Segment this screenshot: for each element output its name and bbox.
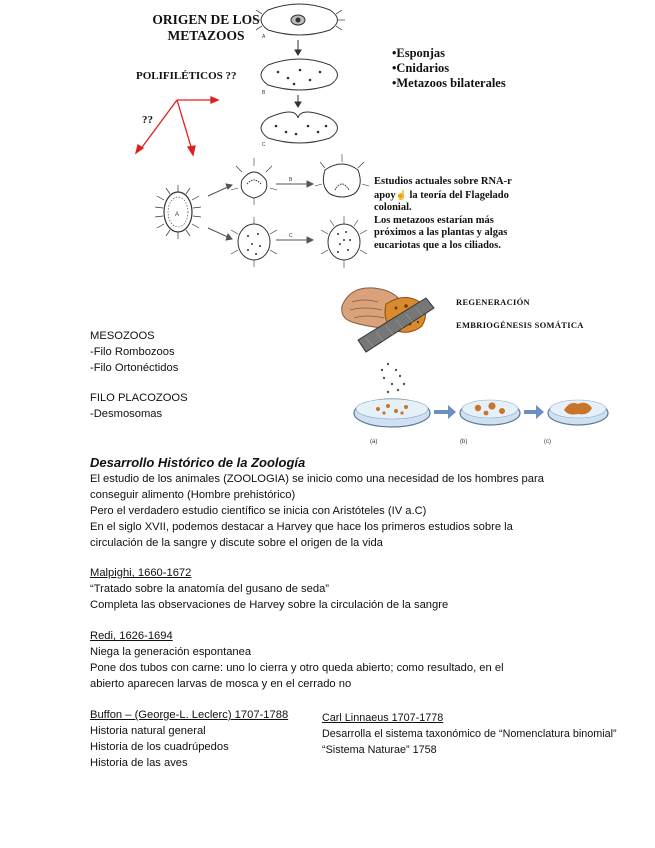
malpighi-line-1: “Tratado sobre la anatomía del gusano de seda”	[90, 583, 330, 595]
mesozoos-item-2: -Filo Ortonéctidos	[90, 362, 179, 374]
colony-stage-b	[261, 59, 338, 90]
mesozoos-notes	[90, 328, 178, 376]
stage-letter-b: B	[262, 90, 266, 96]
mesozoos-item-1: -Filo Rombozoos	[90, 346, 175, 358]
malpighi-section	[90, 565, 448, 613]
colony-stage-a	[253, 4, 345, 35]
rna-note-line-6: eucariotas que a los ciliados.	[374, 239, 501, 251]
somatic-embryogenesis-label: EMBRIOGÉNESIS SOMÁTICA	[456, 320, 584, 330]
redi-line-2: Pone dos tubos con carne: uno lo cierra y otro queda abierto; como resultado, en el	[90, 662, 504, 674]
petri-dish-b	[460, 400, 520, 425]
question-label: ??	[142, 114, 153, 126]
rna-note-line-2a: apoy	[374, 189, 396, 201]
panel-letter-b: (b)	[460, 439, 468, 445]
gastrula-top-middle	[231, 158, 277, 205]
group-esponjas: •Esponjas	[392, 46, 446, 60]
embryo-letter-a: A	[175, 212, 180, 218]
placozoos-heading: FILO PLACOZOOS	[90, 392, 188, 404]
intro-line-4: En el siglo XVII, podemos destacar a Harvey que hace los primeros estudios sobre la	[90, 521, 513, 533]
metazoan-groups	[392, 46, 506, 91]
placozoos-item-1: -Desmosomas	[90, 408, 163, 420]
intro-line-2: conseguir alimento (Hombre prehistórico)	[90, 489, 296, 501]
rna-note-line-2b: la teoría del Flagelado	[409, 189, 509, 201]
buffon-section	[90, 707, 288, 771]
redi-line-3: abierto aparecen larvas de mosca y en el cerrado no	[90, 678, 352, 690]
intro-line-1: El estudio de los animales (ZOOLOGIA) se inicio como una necesidad de los hombres para	[90, 473, 544, 485]
stage-letter-c: C	[262, 142, 266, 148]
embryo-letter-c: C	[289, 233, 293, 239]
figure-title-line-1: ORIGEN DE LOS	[152, 12, 260, 27]
panel-letter-a: (a)	[370, 439, 378, 445]
buffon-line-2: Historia de los cuadrúpedos	[90, 741, 229, 753]
linnaeus-line-2: “Sistema Naturae” 1758	[322, 744, 437, 756]
rna-note-line-1: Estudios actuales sobre RNA-r	[374, 176, 512, 187]
buffon-line-3: Historia de las aves	[90, 757, 188, 769]
rna-note-line-5: próximos a las plantas y algas	[374, 227, 508, 239]
intro-line-3: Pero el verdadero estudio científico se inicia con Aristóteles (IV a.C)	[90, 505, 427, 517]
group-cnidarios: •Cnidarios	[392, 61, 450, 75]
linnaeus-line-1: Desarrolla el sistema taxonómico de “Nomenclatura binomial”	[322, 728, 617, 740]
rna-note-line-2	[374, 189, 512, 203]
rna-note-line-4: Los metazoos estarían más	[374, 214, 494, 226]
petri-dish-a	[354, 399, 430, 427]
buffon-line-1: Historia natural general	[90, 725, 206, 737]
malpighi-line-2: Completa las observaciones de Harvey sobre la circulación de la sangre	[90, 599, 449, 611]
history-intro	[90, 471, 544, 551]
regeneration-label: REGENERACIÓN	[456, 297, 530, 307]
group-bilaterales: •Metazoos bilaterales	[392, 76, 506, 90]
figure-title-line-2: METAZOOS	[167, 28, 245, 43]
redi-title: Redi, 1626-1694	[90, 630, 173, 642]
mesozoos-heading: MESOZOOS	[90, 330, 155, 342]
pointing-hand-icon: ☝	[395, 189, 407, 200]
panel-letter-c: (c)	[544, 439, 551, 445]
history-heading: Desarrollo Histórico de la Zoología	[90, 455, 306, 470]
placozoos-notes	[90, 390, 188, 422]
gastrula-bottom-right	[321, 216, 367, 268]
malpighi-title: Malpighi, 1660-1672	[90, 567, 192, 579]
petri-dish-c	[548, 400, 608, 425]
redi-line-1: Niega la generación espontanea	[90, 646, 252, 658]
rna-note-line-3: colonial.	[374, 202, 412, 214]
linnaeus-title: Carl Linnaeus 1707-1778	[322, 712, 444, 724]
gastrula-bottom-middle	[231, 217, 277, 267]
colony-stage-c	[261, 112, 338, 143]
polifileticos-label: POLIFILÉTICOS ??	[136, 70, 237, 82]
gastrulation-illustration	[150, 150, 375, 275]
embryo-letter-b: B	[289, 177, 293, 183]
intro-line-5: circulación de la sangre y discute sobre el origen de la vida	[90, 537, 383, 549]
rna-note	[374, 176, 512, 253]
redi-section	[90, 628, 504, 692]
buffon-title: Buffon – (George-L. Leclerc) 1707-1788	[90, 709, 289, 721]
stage-letter-a: A	[262, 34, 266, 40]
gastrula-top-right	[315, 154, 369, 197]
linnaeus-section	[322, 710, 617, 758]
